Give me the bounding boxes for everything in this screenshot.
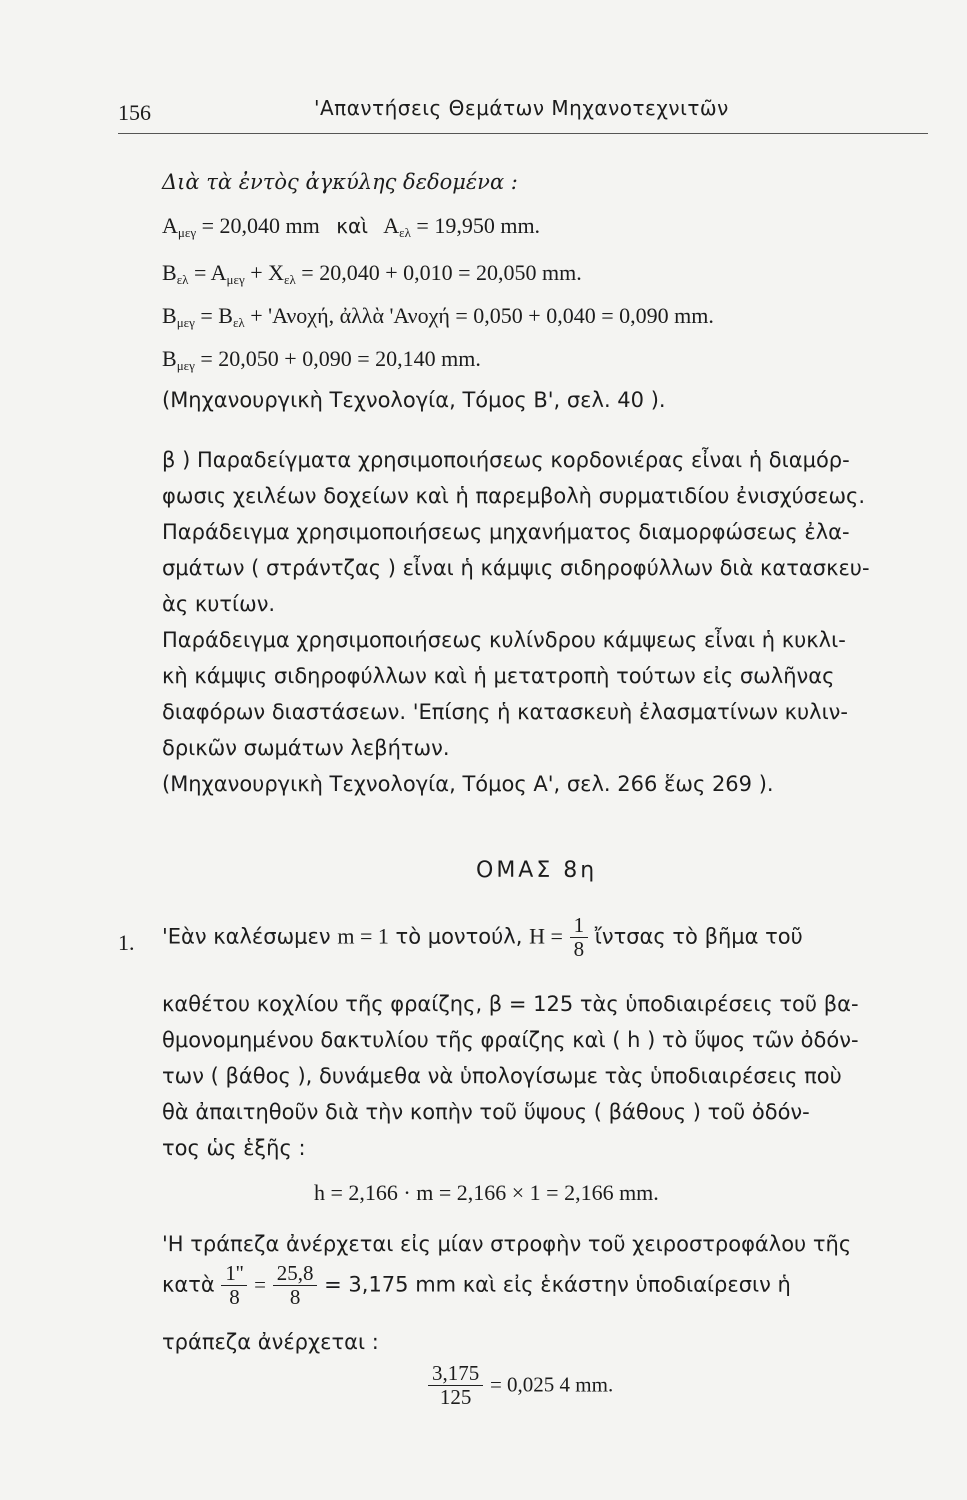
paragraph-line: κὴ κάμψις σιδηροφύλλων καὶ ἡ μετατροπὴ τούτων εἰς σωλῆνας: [162, 664, 835, 688]
paragraph-line: τος ὡς ἑξῆς :: [162, 1136, 306, 1160]
reference-2: (Μηχανουργικὴ Τεχνολογία, Τόμος Α', σελ. 266 ἕως 269 ).: [162, 772, 774, 796]
paragraph-line: καθέτου κοχλίου τῆς φραίζης, β = 125 τὰς ὑποδιαιρέσεις τοῦ βα-: [162, 992, 859, 1016]
paragraph-line: των ( βάθος ), δυνάμεθα νὰ ὑπολογίσωμε τὰς ὑποδιαιρέσεις ποὺ: [162, 1064, 842, 1088]
equation-h: h = 2,166 · m = 2,166 × 1 = 2,166 mm.: [314, 1180, 659, 1205]
running-title: 'Απαντήσεις Θεμάτων Μηχανοτεχνιτῶν: [314, 96, 729, 120]
reference-1: (Μηχανουργικὴ Τεχνολογία, Τόμος Β', σελ. 40 ).: [162, 388, 666, 412]
paragraph-line: 'Η τράπεζα ἀνέρχεται εἰς μίαν στροφὴν τοῦ χειροστροφάλου τῆς: [162, 1232, 852, 1256]
paragraph-line: τράπεζα ἀνέρχεται :: [162, 1330, 379, 1354]
paragraph-line: φωσις χειλέων δοχείων καὶ ἡ παρεμβολὴ συρματιδίου ἐνισχύσεως.: [162, 484, 866, 508]
equation-a: $A_{\mu\varepsilon\gamma} = 20,040$ mm καὶ $A_{\varepsilon\lambda} = 19,950$ mm.: [162, 213, 541, 240]
equation-final: $\frac{3,175}{125}$ = 0,025 4 mm.: [428, 1362, 613, 1409]
equation-b-meg-1: $B_{\mu\varepsilon\gamma} = B_{\varepsilon\lambda}$ + 'Ανοχή, ἀλλὰ 'Ανοχή = 0,050 + 0,040 = 0,090 mm.: [162, 303, 714, 330]
equation-b-el: $B_{\varepsilon\lambda} = A_{\mu\varepsilon\gamma} + X_{\varepsilon\lambda} = 20,040 + 0,010 = 20,050$ mm.: [162, 260, 582, 287]
paragraph-line: ὰς κυτίων.: [162, 592, 276, 616]
item-number: 1.: [118, 930, 135, 955]
paragraph-line: σμάτων ( στράντζας ) εἶναι ἡ κάμψις σιδηροφύλλων διὰ κατασκευ-: [162, 556, 870, 580]
equation-kata: κατὰ $\frac{1''}{8}$ = $\frac{25,8}{8}$ = 3,175 mm καὶ εἰς ἑκάστην ὑποδιαίρεσιν ἡ: [162, 1261, 791, 1310]
paragraph-line: Παράδειγμα χρησιμοποιήσεως μηχανήματος διαμορφώσεως ἐλα-: [162, 520, 850, 544]
paragraph-line: Παράδειγμα χρησιμοποιήσεως κυλίνδρου κάμψεως εἶναι ἡ κυκλι-: [162, 628, 846, 652]
page-number: 156: [118, 100, 151, 125]
paragraph-line: διαφόρων διαστάσεων. 'Επίσης ἡ κατασκευὴ ἐλασματίνων κυλιν-: [162, 700, 848, 724]
section-title: ΟΜΑΣ 8η: [476, 858, 598, 883]
page-header: [118, 96, 938, 128]
paragraph-line: δρικῶν σωμάτων λεβήτων.: [162, 736, 450, 760]
equation-b-meg-2: $B_{\mu\varepsilon\gamma} = 20,050 + 0,090 = 20,140$ mm.: [162, 346, 481, 373]
paragraph-line: θμονομημένου δακτυλίου τῆς φραίζης καὶ ( h ) τὸ ὕψος τῶν ὀδόν-: [162, 1028, 859, 1052]
block1-heading: Διὰ τὰ ἐντὸς ἀγκύλης δεδομένα :: [162, 170, 518, 194]
paragraph-line: β ) Παραδείγματα χρησιμοποιήσεως κορδονιέρας εἶναι ἡ διαμόρ-: [162, 448, 850, 472]
item1-first-line: 'Εὰν καλέσωμεν m = 1 τὸ μοντούλ, Η = $\frac{1}{8}$ ἴντσας τὸ βῆμα τοῦ: [162, 913, 803, 962]
paragraph-line: θὰ ἀπαιτηθοῦν διὰ τὴν κοπὴν τοῦ ὕψους ( βάθους ) τοῦ ὀδόν-: [162, 1100, 810, 1124]
header-rule: [118, 133, 928, 134]
